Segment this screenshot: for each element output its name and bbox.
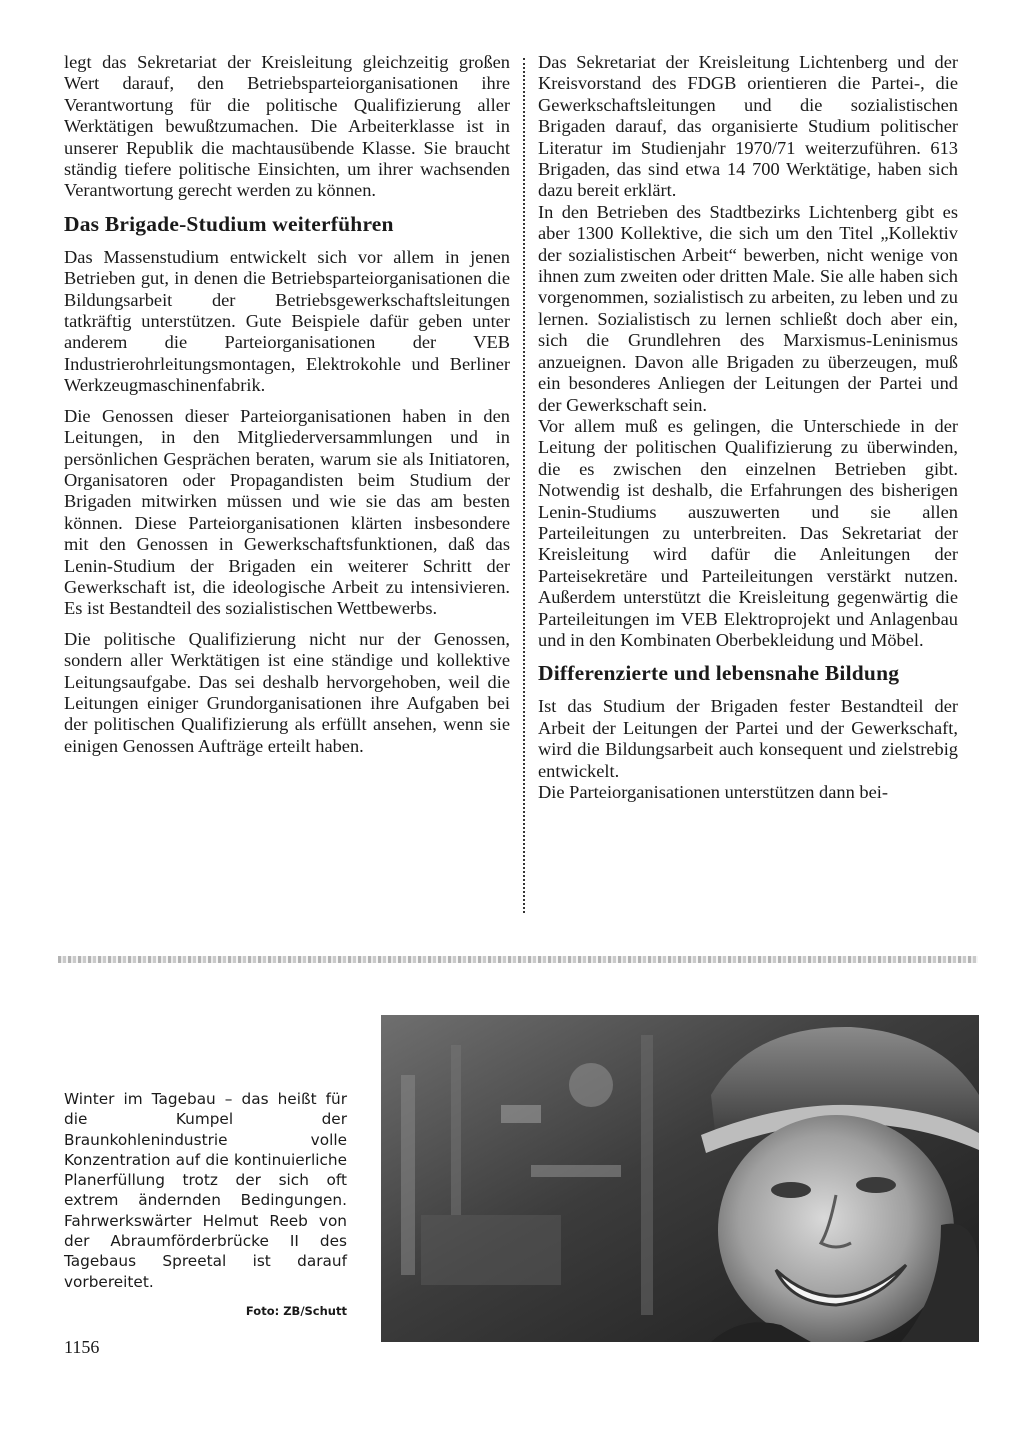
portrait-illustration	[381, 1015, 979, 1342]
miner-portrait-photo	[381, 1015, 979, 1342]
column-separator-rule	[523, 58, 525, 913]
left-paragraph-4: Die politische Qualifizierung nicht nur der Genossen, sondern aller Werktätigen ist eine ständige und kollektive Leitungsaufgabe. Das sei deshalb hervorgehoben, weil die Leitungen einiger Grundorganisationen ihre Aufgaben bei der politischen Qualifizierung als erfüllt ansehen, wenn sie einigen Genossen Aufträge erteilt haben.	[64, 628, 510, 756]
page-number: 1156	[64, 1337, 100, 1357]
right-paragraph-4: Ist das Studium der Brigaden fester Bestandteil der Arbeit der Leitungen der Partei und der Gewerkschaft, wird die Bildungsarbeit auch konsequent und zielstrebig entwickelt.	[538, 696, 958, 781]
section-heading-differenzierte-bildung: Differenzierte und lebensnahe Bildung	[538, 661, 900, 686]
left-paragraph-3: Die Genossen dieser Parteiorganisationen haben in den Leitungen, in den Mitgliederversammlungen und in persönlichen Gesprächen beraten, warum sie als Initiatoren, Organisatoren oder Propagandisten beim Studium der Brigaden mitwirken müssen und wie sie das am besten können. Diese Parteiorganisationen klärten insbesondere mit den Genossen in Gewerkschaftsfunktionen, daß das Lenin-Studium der Brigaden ein weiterer Schritt der Gewerkschaft ist, die ideologische Arbeit zu intensivieren. Es ist Bestandteil des sozialistischen Wettbewerbs.	[64, 405, 510, 619]
right-paragraph-1: Das Sekretariat der Kreisleitung Lichtenberg und der Kreisvorstand des FDGB orientieren die Partei-, die Gewerkschaftsleitungen und die sozialistischen Brigaden darauf, das organisierte Studium politischer Literatur im Studienjahr 1970/71 weiterzuführen. 613 Brigaden, das sind etwa 14 700 Werktätige, haben sich dazu bereit erklärt.	[538, 52, 958, 201]
left-column	[64, 52, 510, 757]
halftone-divider	[58, 956, 978, 963]
right-paragraph-2: In den Betrieben des Stadtbezirks Lichtenberg gibt es aber 1300 Kollektive, die sich um den Titel „Kollektiv der sozialistischen Arbeit“ bewerben, nicht wenige von ihnen zum zweiten oder dritten Male. Sie alle haben sich vorgenommen, sozialistisch zu arbeiten, zu leben und zu lernen. Sozialistisch zu lernen schließt doch aber ein, sich die Grundlehren des Marxismus-Leninismus anzueignen. Davon alle Brigaden zu überzeugen, muß ein besonderes Anliegen der Leitungen der Partei und der Gewerkschaft sein.	[538, 201, 958, 415]
left-paragraph-2: Das Massenstudium entwickelt sich vor allem in jenen Betrieben gut, in denen die Betriebsparteiorganisationen die Bildungsarbeit der Betriebsgewerkschaftsleitungen tatkräftig unterstützen. Gute Beispiele dafür geben unter anderem die Parteiorganisationen der VEB Industrierohrleitungsmontagen, Elektrokohle und Berliner Werkzeugmaschinenfabrik.	[64, 246, 510, 396]
photo-caption: Winter im Tagebau – das heißt für die Kumpel der Braunkohlenindustrie volle Konzentration auf die kontinuierliche Planerfüllung trotz der sich oft extrem ändernden Bedingungen. Fahrwerkswärter Helmut Reeb von der Abraumförderbrücke II des Tagebaus Spreetal ist darauf vorbereitet.	[64, 1090, 347, 1291]
right-column	[538, 52, 958, 803]
section-heading-brigade-studium: Das Brigade-Studium weiterführen	[64, 211, 394, 236]
left-paragraph-1: legt das Sekretariat der Kreisleitung gleichzeitig großen Wert darauf, den Betriebsparteiorganisationen ihre Verantwortung für die politische Qualifizierung aller Werktätigen bewußtzumachen. Die Arbeiterklasse ist in unserer Republik die machtausübende Klasse. Sie braucht ständig tiefere politische Einsichten, um ihrer wachsenden Verantwortung gerecht werden zu können.	[64, 52, 510, 201]
right-paragraph-5: Die Parteiorganisationen unterstützen dann bei-	[538, 782, 888, 802]
right-paragraph-3: Vor allem muß es gelingen, die Unterschiede in der Leitung der politischen Qualifizierung zu überwinden, die es zwischen den einzelnen Betrieben gibt. Notwendig ist deshalb, die Erfahrungen des bisherigen Lenin-Studiums auszuwerten und sie allen Parteileitungen zu unterbreiten. Das Sekretariat der Kreisleitung wird dafür die Anleitungen der Parteisekretäre und Parteileitungen verstärkt nutzen. Außerdem unterstützt die Kreisleitung gegenwärtig die Parteileitungen im VEB Elektroprojekt und Anlagenbau und in den Kombinaten Oberbekleidung und Möbel.	[538, 415, 958, 650]
photo-credit: Foto: ZB/Schutt	[245, 1304, 347, 1318]
